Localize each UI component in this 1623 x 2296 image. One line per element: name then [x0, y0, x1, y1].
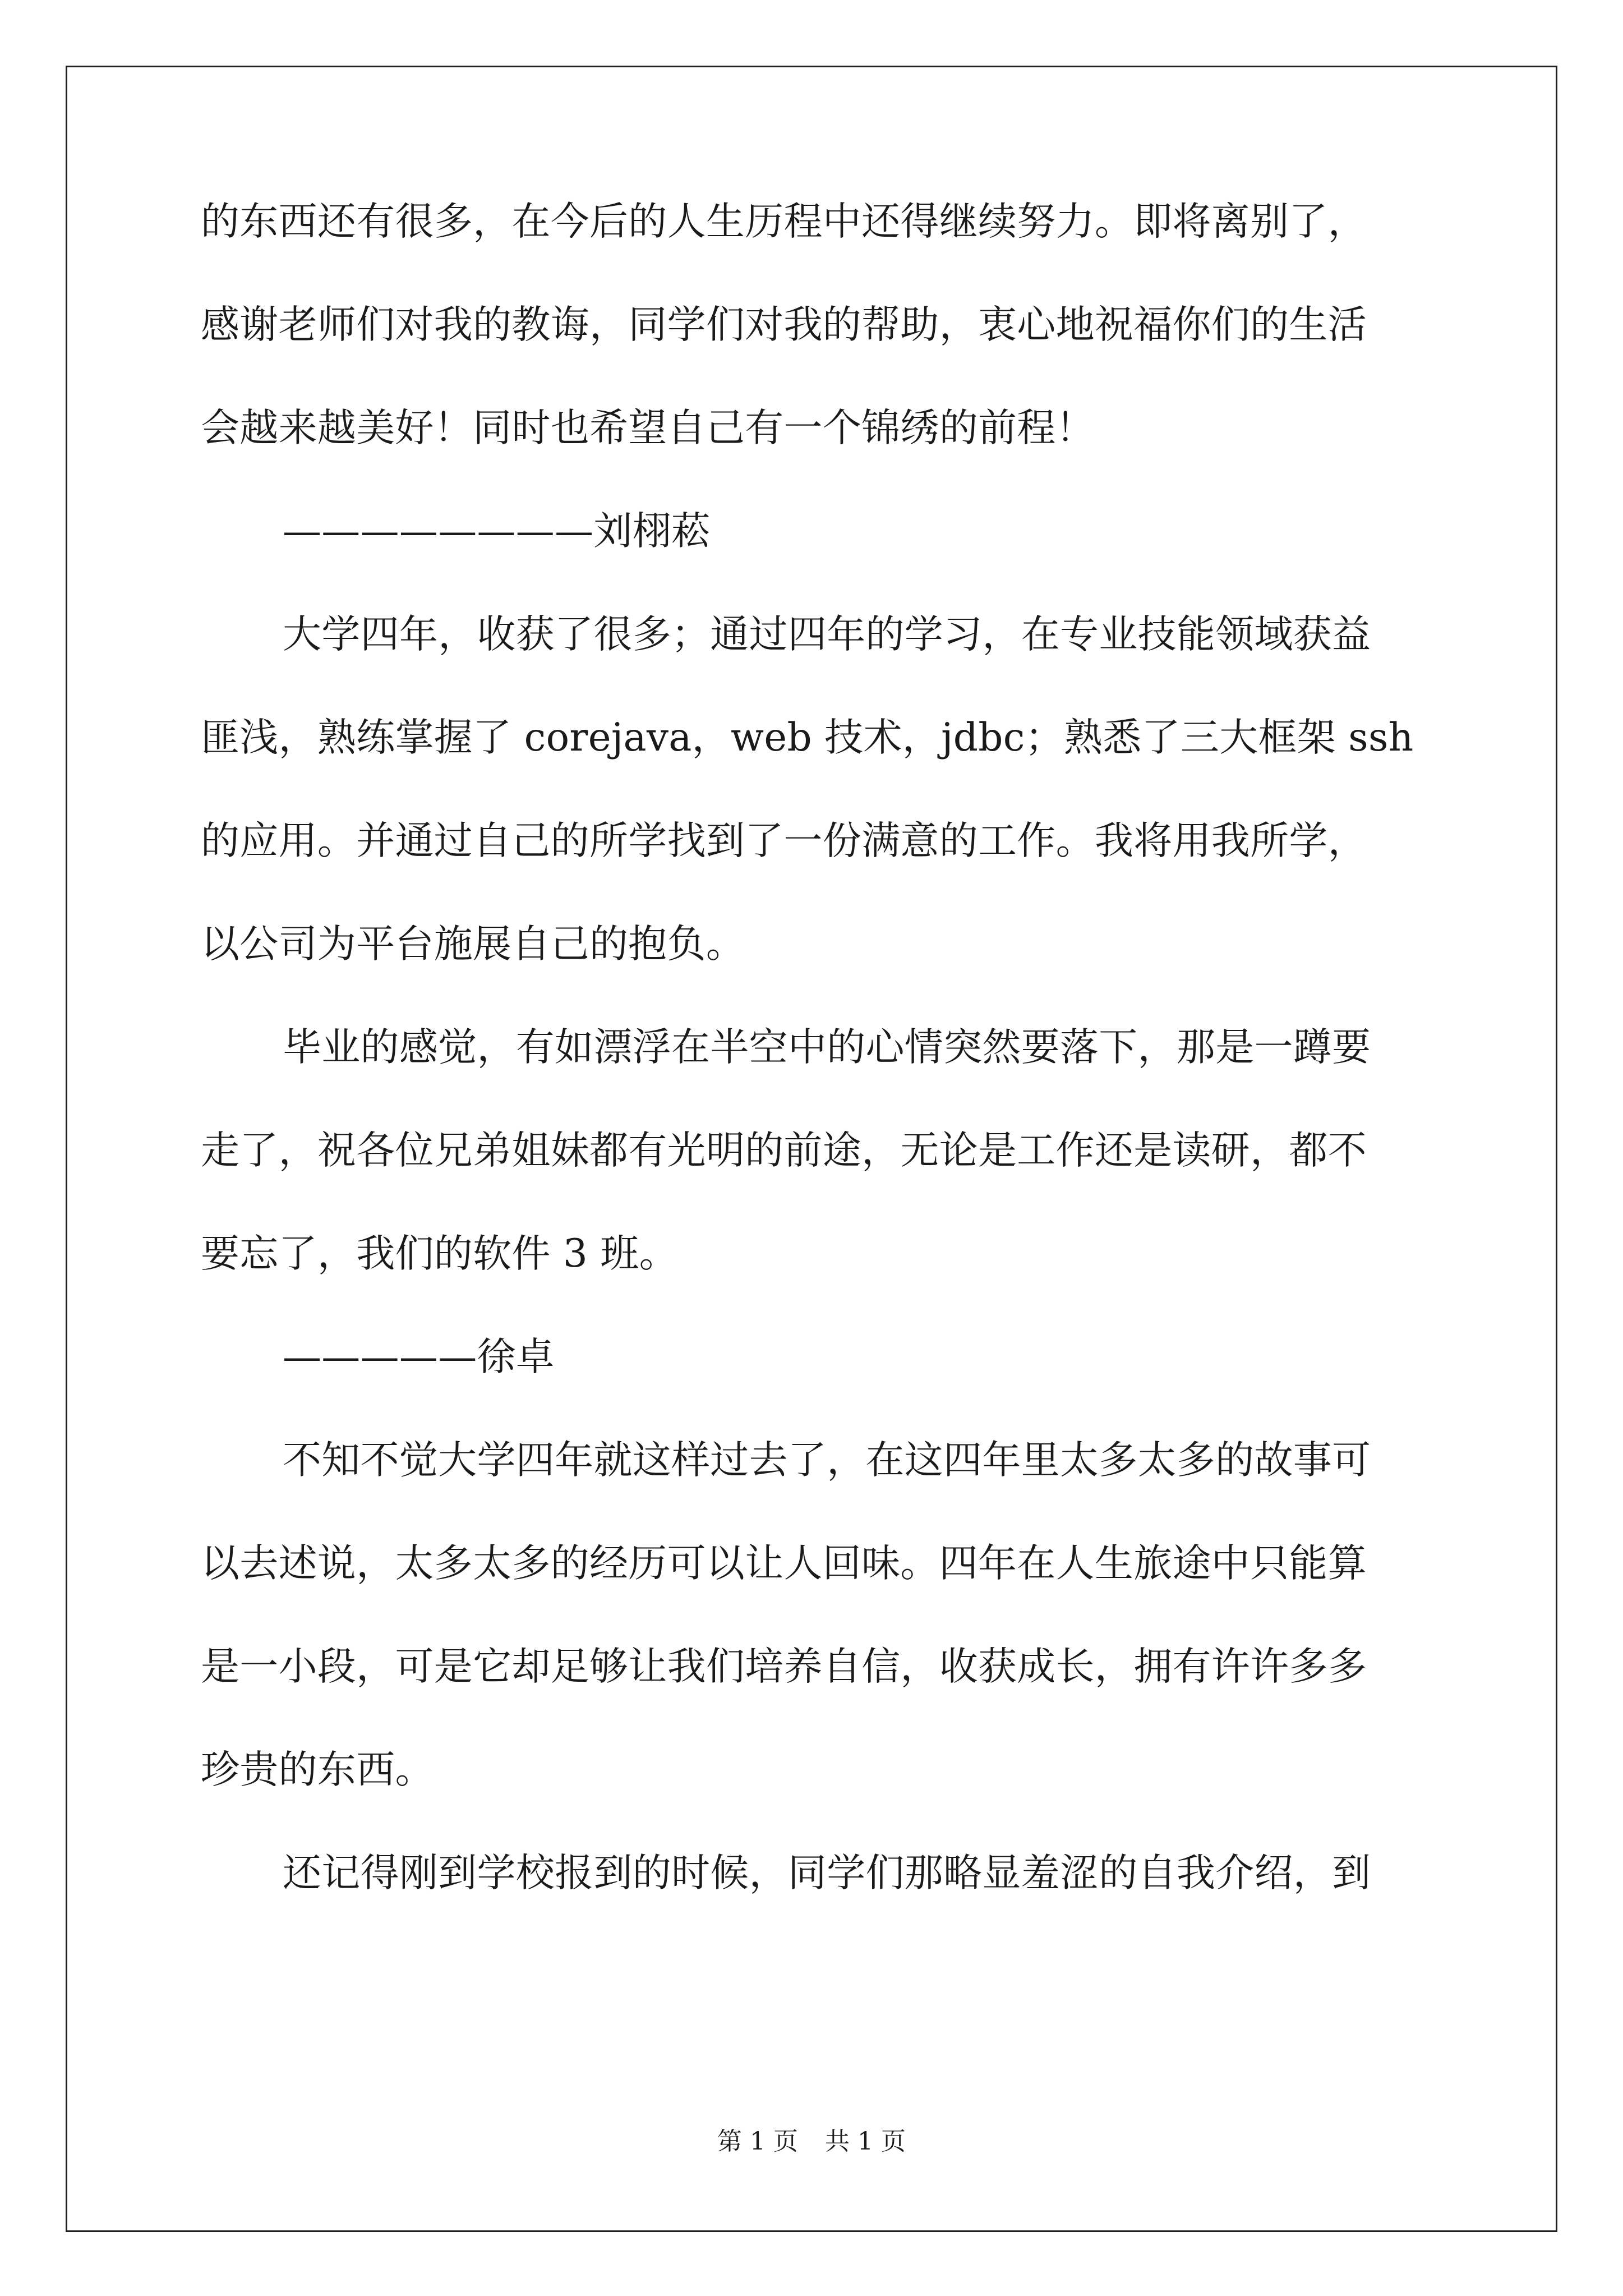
text-line: 会越来越美好！同时也希望自己有一个锦绣的前程！ [201, 406, 1095, 450]
page-footer [0, 2128, 1623, 2156]
text-line: 感谢老师们对我的教诲，同学们对我的帮助，衷心地祝福你们的生活 [201, 302, 1367, 347]
text-line: 的东西还有很多，在今后的人生历程中还得继续努力。即将离别了， [201, 199, 1367, 244]
text-line: 是一小段，可是它却足够让我们培养自信，收获成长，拥有许许多多 [201, 1644, 1367, 1689]
text-line: 毕业的感觉，有如漂浮在半空中的心情突然要落下，那是一蹲要 [283, 1025, 1371, 1070]
text-line: 的应用。并通过自己的所学找到了一份满意的工作。我将用我所学， [201, 818, 1367, 863]
page-total: 共 1 页 [825, 2127, 906, 2156]
page-number: 第 1 页 [717, 2127, 798, 2156]
signature-line: —————徐卓 [283, 1335, 555, 1379]
document-body [201, 199, 1427, 1954]
text-line: 以公司为平台施展自己的抱负。 [201, 922, 745, 967]
text-line: 珍贵的东西。 [201, 1747, 434, 1792]
text-line: 大学四年，收获了很多；通过四年的学习，在专业技能领域获益 [283, 612, 1371, 657]
text-line: 走了，祝各位兄弟姐妹都有光明的前途，无论是工作还是读研，都不 [201, 1128, 1367, 1173]
signature-line: ————————刘栩菘 [283, 509, 711, 554]
text-line: 匪浅，熟练掌握了 corejava，web 技术，jdbc；熟悉了三大框架 ssh [201, 715, 1414, 760]
text-line: 不知不觉大学四年就这样过去了，在这四年里太多太多的故事可 [283, 1438, 1371, 1483]
text-line: 以去述说，太多太多的经历可以让人回味。四年在人生旅途中只能算 [201, 1541, 1367, 1586]
text-line: 还记得刚到学校报到的时候，同学们那略显羞涩的自我介绍，到 [283, 1851, 1371, 1895]
text-line: 要忘了，我们的软件 3 班。 [201, 1231, 678, 1276]
